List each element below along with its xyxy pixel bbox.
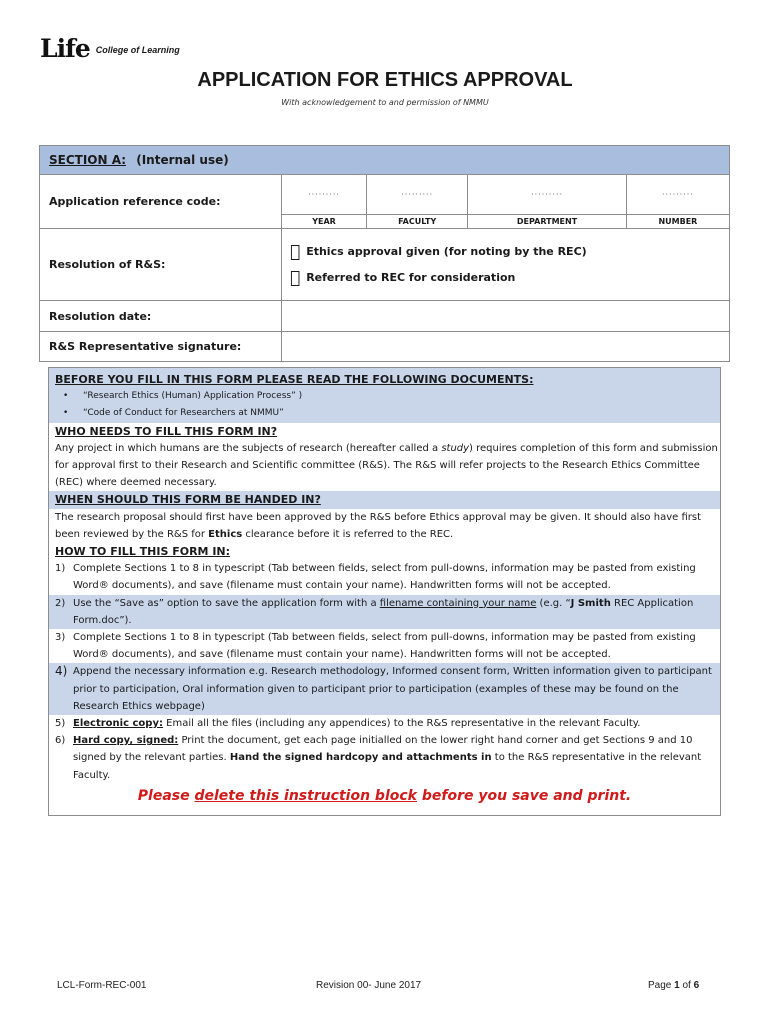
who-text-em: study bbox=[441, 442, 470, 454]
when-text-b: clearance before it is referred to the REC. bbox=[242, 528, 454, 540]
step-text: Complete Sections 1 to 8 in typescript (Tab between fields, select from pull-downs, information may be pasted from existing Word® documents), and save (filename must contain your name). Handwritten forms will not be accepted. bbox=[73, 632, 696, 661]
step-5-underlined: Electronic copy: bbox=[73, 718, 163, 730]
step-5-text: Email all the files (including any appendices) to the R&S representative in the relevant Faculty. bbox=[162, 718, 641, 730]
footer-revision: Revision 00- June 2017 bbox=[316, 980, 422, 991]
signature-field[interactable] bbox=[282, 332, 730, 362]
section-a-table bbox=[39, 145, 730, 362]
ref-number-label: NUMBER bbox=[626, 215, 729, 229]
final-underlined: delete this instruction block bbox=[194, 787, 417, 804]
section-a-label: SECTION A: bbox=[49, 153, 127, 167]
step-6-underlined: Hard copy, signed: bbox=[73, 735, 179, 747]
step-text: Complete Sections 1 to 8 in typescript (Tab between fields, select from pull-downs, information may be pasted from existing Word® documents), and save (filename must contain your name). Handwritten forms will not be accepted. bbox=[73, 563, 696, 592]
resolution-option-approved[interactable] bbox=[290, 239, 729, 265]
ref-year-field[interactable]: ········· bbox=[282, 175, 367, 215]
document-title: “Code of Conduct for Researchers at NMMU” bbox=[83, 408, 284, 419]
step-text bbox=[73, 715, 720, 732]
how-heading: HOW TO FILL THIS FORM IN: bbox=[55, 545, 231, 559]
step-number: 1) bbox=[55, 563, 66, 575]
who-heading: WHO NEEDS TO FILL THIS FORM IN? bbox=[55, 424, 278, 438]
page-current: 1 bbox=[674, 980, 680, 991]
college-logo bbox=[40, 28, 180, 64]
when-heading-row bbox=[49, 491, 720, 508]
how-heading-row bbox=[49, 543, 720, 560]
step-number: 5) bbox=[55, 718, 66, 730]
delete-instruction-note bbox=[49, 784, 720, 805]
step-1 bbox=[49, 560, 720, 594]
apple-icon bbox=[290, 242, 300, 262]
page-of: of bbox=[679, 980, 694, 991]
who-text-a: Any project in which humans are the subjects of research (hereafter called a bbox=[55, 442, 442, 454]
step-3 bbox=[49, 629, 720, 663]
page-total: 6 bbox=[693, 980, 700, 991]
footer-page-number bbox=[648, 980, 699, 991]
document-title: “Research Ethics (Human) Application Process” ) bbox=[83, 391, 303, 402]
step-number: 6) bbox=[55, 735, 66, 747]
when-text-a: The research proposal should first have been approved by the R&S before Ethics approval may be given. It should also have first been reviewed by the R&S for bbox=[55, 511, 701, 540]
who-section bbox=[49, 423, 720, 492]
footer-form-code: LCL-Form-REC-001 bbox=[57, 980, 147, 991]
step-text bbox=[73, 732, 720, 784]
section-a-note: (Internal use) bbox=[136, 153, 229, 167]
resolution-date-field[interactable] bbox=[282, 301, 730, 332]
ref-number-field[interactable]: ········· bbox=[626, 175, 729, 215]
step-6 bbox=[49, 732, 720, 784]
when-heading: WHEN SHOULD THIS FORM BE HANDED IN? bbox=[55, 493, 321, 507]
step-text: Append the necessary information e.g. Research methodology, Informed consent form, Written information given to participant prior to participation, Oral information given to participant prior to participation (examples of these may be found on the Research Ethics webpage) bbox=[73, 666, 712, 712]
step-number: 2) bbox=[55, 597, 66, 609]
ref-year-label: YEAR bbox=[282, 215, 367, 229]
who-text bbox=[55, 440, 720, 492]
step-number: 3) bbox=[55, 632, 66, 644]
step-6-bold: Hand the signed hardcopy and attachments in bbox=[229, 752, 492, 764]
page-title: APPLICATION FOR ETHICS APPROVAL bbox=[197, 69, 573, 91]
resolution-options bbox=[282, 229, 730, 301]
step-2 bbox=[49, 595, 720, 629]
list-item: • “Code of Conduct for Researchers at NMMU” bbox=[55, 405, 720, 422]
read-docs-heading: BEFORE YOU FILL IN THIS FORM PLEASE READ THE FOLLOWING DOCUMENTS: bbox=[55, 373, 534, 386]
final-text-b: before you save and print. bbox=[416, 787, 632, 804]
instruction-block bbox=[48, 367, 721, 816]
ref-department-label: DEPARTMENT bbox=[468, 215, 626, 229]
step-2-text-a: Use the “Save as” option to save the application form with a bbox=[73, 597, 380, 609]
step-2-text-c: REC Application Form.doc”). bbox=[73, 597, 694, 626]
ref-faculty-field[interactable]: ········· bbox=[367, 175, 468, 215]
step-number: 4) bbox=[55, 664, 68, 679]
step-2-underlined: filename containing your name bbox=[379, 597, 537, 609]
step-6-text-b: to the R&S representative in the relevant Faculty. bbox=[73, 752, 702, 781]
step-text bbox=[73, 595, 720, 629]
step-5 bbox=[49, 715, 720, 732]
signature-label: R&S Representative signature: bbox=[40, 332, 282, 362]
logo-subtitle: College of Learning bbox=[95, 45, 180, 55]
list-item: • “Research Ethics (Human) Application Process” ) bbox=[55, 388, 720, 405]
step-2-bold: J Smith bbox=[570, 597, 611, 609]
who-text-b: ) requires completion of this form and submission for approval first to their Research and Scientific committee (R&S). The R&S will refer projects to the Research Ethics Committee (REC) where deemed necessary. bbox=[55, 442, 718, 489]
ref-faculty-label: FACULTY bbox=[367, 215, 468, 229]
apple-icon bbox=[290, 268, 300, 288]
ref-department-field[interactable]: ········· bbox=[468, 175, 626, 215]
page-subtitle: With acknowledgement to and permission of NMMU bbox=[281, 98, 489, 107]
page-prefix: Page bbox=[648, 980, 675, 991]
resolution-option-referred[interactable] bbox=[290, 265, 729, 291]
final-text-a: Please bbox=[137, 787, 195, 804]
resolution-option-label: Ethics approval given (for noting by the REC) bbox=[296, 245, 577, 258]
when-text bbox=[49, 509, 720, 543]
ref-code-label: Application reference code: bbox=[40, 175, 282, 229]
resolution-label: Resolution of R&S: bbox=[40, 229, 282, 301]
step-2-text-b: (e.g. “ bbox=[536, 597, 571, 609]
resolution-option-label: Referred to REC for consideration bbox=[296, 271, 506, 284]
resolution-date-label: Resolution date: bbox=[40, 301, 282, 332]
step-4 bbox=[49, 663, 720, 715]
step-6-text-a: Print the document, get each page initialled on the lower right hand corner and get Sections 9 and 10 signed by the relevant parties. bbox=[73, 735, 693, 764]
when-text-bold: Ethics bbox=[208, 528, 243, 540]
logo-mark: Life bbox=[40, 34, 90, 63]
read-docs-section bbox=[49, 368, 720, 423]
section-a-heading bbox=[40, 146, 730, 175]
